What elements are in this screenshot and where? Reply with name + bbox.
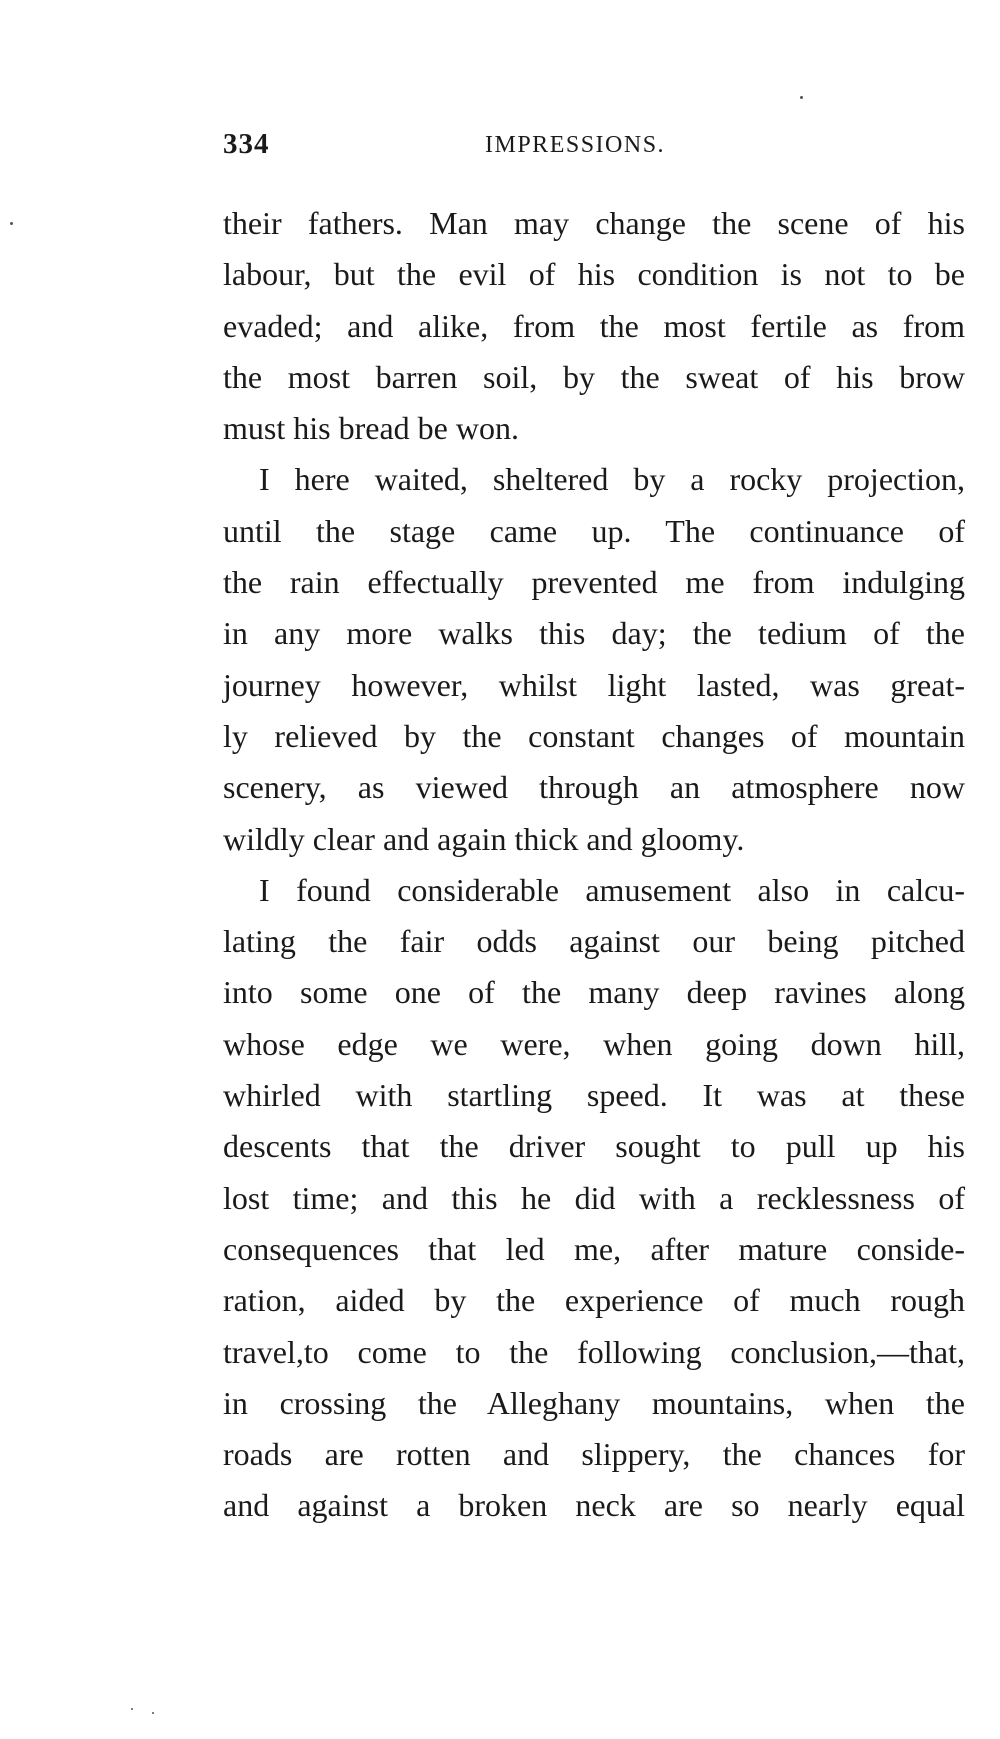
page-header [223,128,965,168]
text-line: and against a broken neck are so nearly equal [223,1487,965,1524]
text-line: journey however, whilst light lasted, was great- [223,666,965,703]
text-line: evaded; and alike, from the most fertile as from [223,307,965,344]
running-title: IMPRESSIONS. [485,132,666,158]
text-line: must his bread be won. [223,410,519,447]
scan-speck [131,1708,133,1710]
text-line: descents that the driver sought to pull up his [223,1128,965,1165]
scan-speck [152,1712,154,1714]
text-line: ly relieved by the constant changes of mountain [223,717,965,754]
text-line: travel,to come to the following conclusion,—that, [223,1333,965,1370]
text-line: the rain effectually prevented me from indulging [223,564,965,601]
text-line: labour, but the evil of his condition is not to be [223,256,965,293]
text-line: ration, aided by the experience of much rough [223,1282,965,1319]
page-number: 334 [223,128,270,160]
text-line: whose edge we were, when going down hill, [223,1025,965,1062]
text-line: scenery, as viewed through an atmosphere now [223,769,965,806]
text-line: I here waited, sheltered by a rocky projection, [259,461,965,498]
text-line: into some one of the many deep ravines along [223,974,965,1011]
text-line: in any more walks this day; the tedium of the [223,615,965,652]
text-line: I found considerable amusement also in calcu- [259,871,965,908]
text-line: the most barren soil, by the sweat of his brow [223,358,965,395]
text-line: wildly clear and again thick and gloomy. [223,820,745,857]
scan-speck [800,96,803,99]
text-line: their fathers. Man may change the scene of his [223,205,965,241]
text-line: roads are rotten and slippery, the chances for [223,1436,965,1473]
body-text [223,198,965,1532]
scan-speck [10,222,13,225]
text-line: whirled with startling speed. It was at these [223,1077,965,1114]
text-line: in crossing the Alleghany mountains, when the [223,1384,965,1421]
text-line: lating the fair odds against our being pitched [223,923,965,960]
text-line: consequences that led me, after mature conside- [223,1230,965,1267]
text-line: lost time; and this he did with a recklessness of [223,1179,965,1216]
text-line: until the stage came up. The continuance of [223,512,965,549]
